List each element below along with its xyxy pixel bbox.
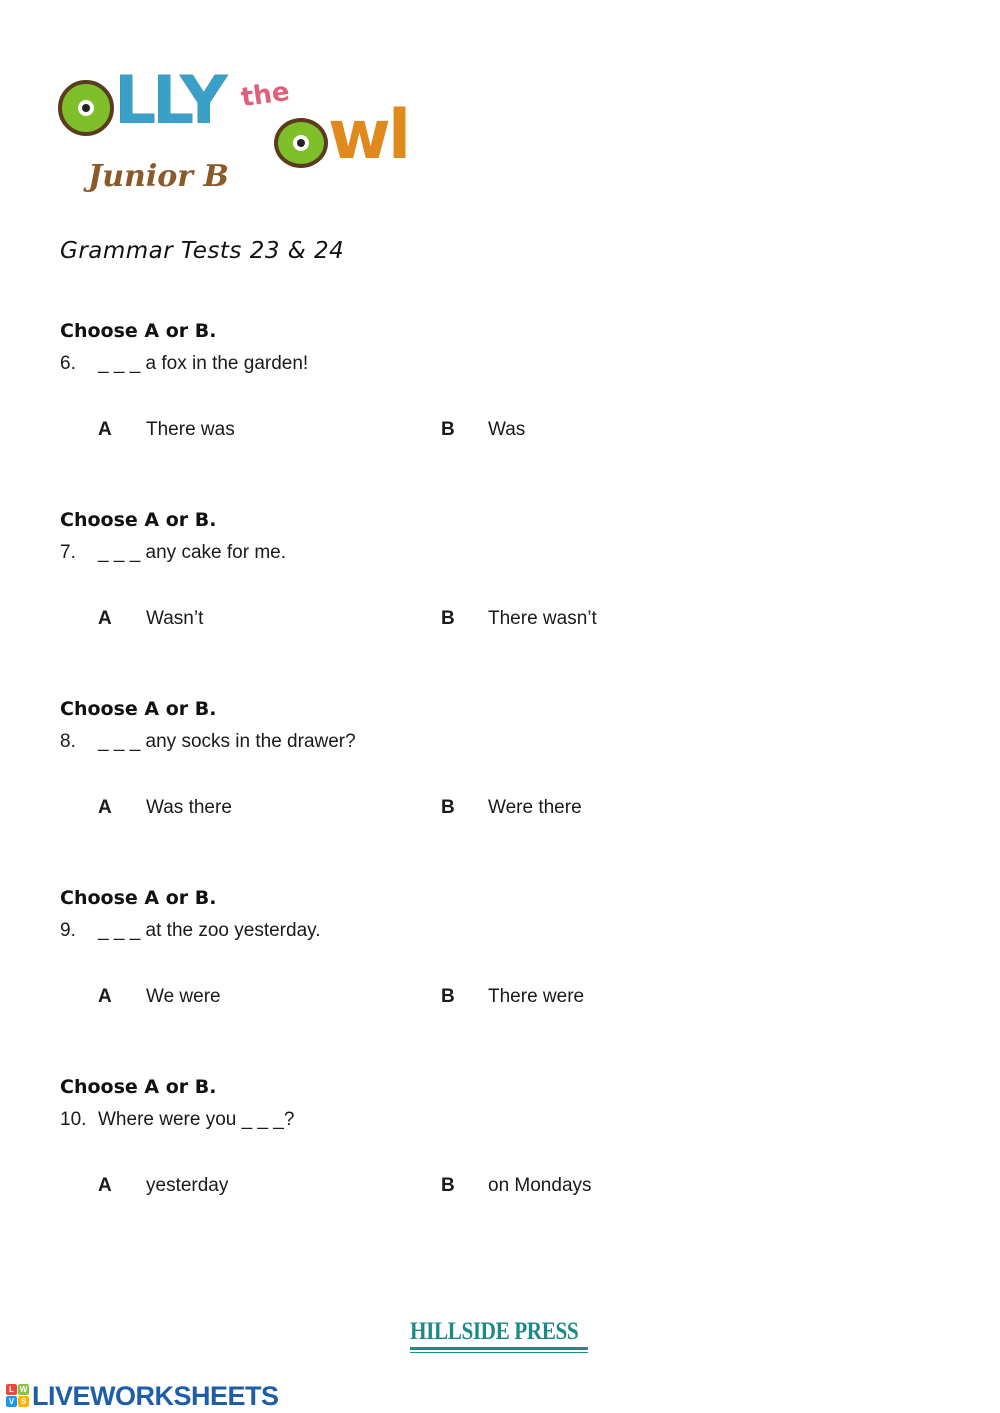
logo-eye-icon — [58, 80, 114, 136]
icon-tile: V — [6, 1396, 17, 1407]
logo-word-owl: wl — [328, 96, 409, 175]
option-b-text[interactable]: There wasn’t — [488, 608, 597, 629]
question-number: 8. — [60, 731, 76, 752]
logo-word-olly: LLY — [114, 62, 224, 139]
logo-word-the: the — [239, 76, 292, 114]
question-number: 10. — [60, 1109, 87, 1130]
option-b-label[interactable]: B — [441, 1175, 455, 1196]
question-stem: _ _ _ any socks in the drawer? — [98, 731, 356, 752]
question-stem: _ _ _ a fox in the garden! — [98, 353, 309, 374]
question-instruction: Choose A or B. — [60, 1076, 217, 1098]
publisher-logo: HILLSIDE PRESS — [410, 1318, 579, 1345]
icon-tile: W — [19, 1385, 28, 1394]
liveworksheets-wordmark: LIVEWORKSHEETS — [32, 1381, 279, 1411]
option-a-label[interactable]: A — [98, 419, 112, 440]
option-a-text[interactable]: Wasn’t — [146, 608, 204, 629]
liveworksheets-icon — [6, 1384, 30, 1408]
option-b-label[interactable]: B — [441, 986, 455, 1007]
question-number: 6. — [60, 353, 76, 374]
option-a-text[interactable]: There was — [146, 419, 235, 440]
question-block — [60, 509, 860, 659]
question-stem: Where were you _ _ _? — [98, 1109, 295, 1130]
olly-the-owl-logo — [56, 62, 426, 212]
option-b-label[interactable]: B — [441, 608, 455, 629]
option-a-label[interactable]: A — [98, 1175, 112, 1196]
option-a-text[interactable]: yesterday — [146, 1175, 229, 1196]
option-a-text[interactable]: Was there — [146, 797, 232, 818]
publisher-underline — [410, 1352, 588, 1353]
question-number: 9. — [60, 920, 76, 941]
question-instruction: Choose A or B. — [60, 320, 217, 342]
option-b-label[interactable]: B — [441, 419, 455, 440]
option-a-label[interactable]: A — [98, 797, 112, 818]
question-instruction: Choose A or B. — [60, 887, 217, 909]
logo-level: Junior B — [88, 159, 229, 194]
question-stem: _ _ _ any cake for me. — [98, 542, 286, 563]
option-b-text[interactable]: Was — [488, 419, 526, 440]
option-b-label[interactable]: B — [441, 797, 455, 818]
option-a-label[interactable]: A — [98, 608, 112, 629]
question-stem: _ _ _ at the zoo yesterday. — [98, 920, 321, 941]
question-instruction: Choose A or B. — [60, 509, 217, 531]
icon-tile: S — [18, 1396, 29, 1407]
option-b-text[interactable]: on Mondays — [488, 1175, 592, 1196]
icon-tile: L — [6, 1384, 17, 1395]
question-instruction: Choose A or B. — [60, 698, 217, 720]
page-subtitle: Grammar Tests 23 & 24 — [60, 238, 345, 264]
publisher-underline — [410, 1347, 588, 1350]
option-b-text[interactable]: Were there — [488, 797, 582, 818]
question-block — [60, 320, 860, 470]
question-block — [60, 887, 860, 1037]
logo-eye-icon — [274, 118, 328, 168]
option-a-label[interactable]: A — [98, 986, 112, 1007]
option-b-text[interactable]: There were — [488, 986, 585, 1007]
question-block — [60, 698, 860, 848]
question-number: 7. — [60, 542, 76, 563]
question-block — [60, 1076, 860, 1226]
option-a-text[interactable]: We were — [146, 986, 221, 1007]
